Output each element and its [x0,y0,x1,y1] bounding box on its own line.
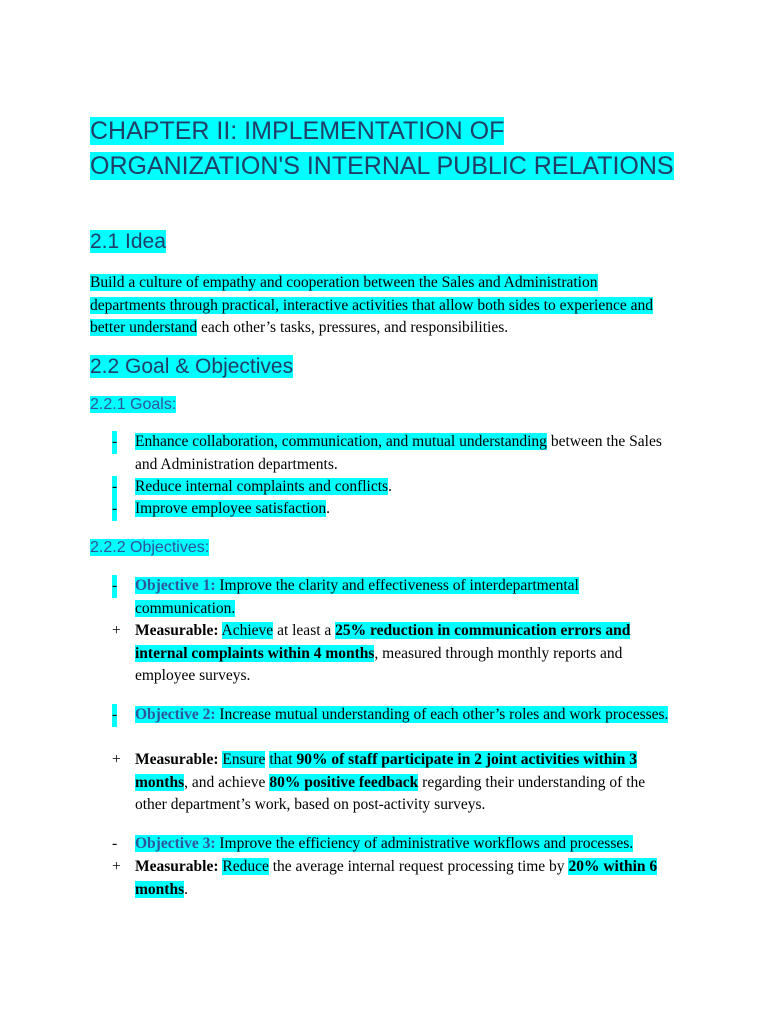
bullet-marker: - [112,476,117,499]
measurable-label: Measurable: [135,622,219,639]
objective-label: Objective 1: [135,577,216,594]
bullet-marker: - [112,498,117,521]
idea-rest-text: each other’s tasks, pressures, and responsibilities. [197,319,509,336]
measurable-target: 25% reduction in communication errors and internal complaints within 4 months [135,622,631,662]
plus-marker: + [112,858,121,875]
idea-highlight-text: Build a culture of empathy and cooperation between the Sales and Administration departments through practical, interactive activities that allow both sides to experience and better understand [90,274,653,336]
measurable-target: 80% positive feedback [269,773,419,791]
objective-text: Improve the clarity and effectiveness of interdepartmental communication. [135,577,579,617]
bullet-marker: - [112,835,118,852]
plus-marker: + [112,622,121,639]
chapter-title-text: CHAPTER II: IMPLEMENTATION OF ORGANIZATION'S INTERNAL PUBLIC RELATIONS [90,117,674,180]
objective-text: Improve the efficiency of administrative workflows and processes. [215,835,634,852]
bullet-marker: - [112,704,117,727]
bullet-marker: - [112,575,117,598]
objective-text: Increase mutual understanding of each other’s roles and work processes. [215,706,669,723]
idea-paragraph [90,272,675,340]
goal-highlight-text: Enhance collaboration, communication, and mutual understanding [135,433,547,450]
measurable-label: Measurable: [135,858,219,875]
objective-label: Objective 2: [135,706,216,723]
goals-subheading: 2.2.1 Goals: [90,396,177,413]
goal-rest-text: . [326,500,330,517]
objective-label: Objective 3: [135,835,216,852]
chapter-title [90,114,690,183]
measurable-target: 20% within 6 months [135,858,658,898]
section-goals-heading: 2.2 Goal & Objectives [90,355,294,378]
goal-rest-text: between the Sales and Administration departments. [135,433,662,473]
section-idea-heading: 2.1 Idea [90,230,166,253]
plus-marker: + [112,751,121,768]
goal-highlight-text: Reduce internal complaints and conflicts [135,478,389,495]
measurable-label: Measurable: [135,751,219,768]
bullet-marker: - [112,431,117,454]
goal-highlight-text: Improve employee satisfaction [135,500,327,517]
measurable-target: 90% of staff participate in 2 joint activities within 3 months [135,751,637,791]
goal-rest-text: . [388,478,392,495]
objectives-subheading: 2.2.2 Objectives: [90,539,210,556]
